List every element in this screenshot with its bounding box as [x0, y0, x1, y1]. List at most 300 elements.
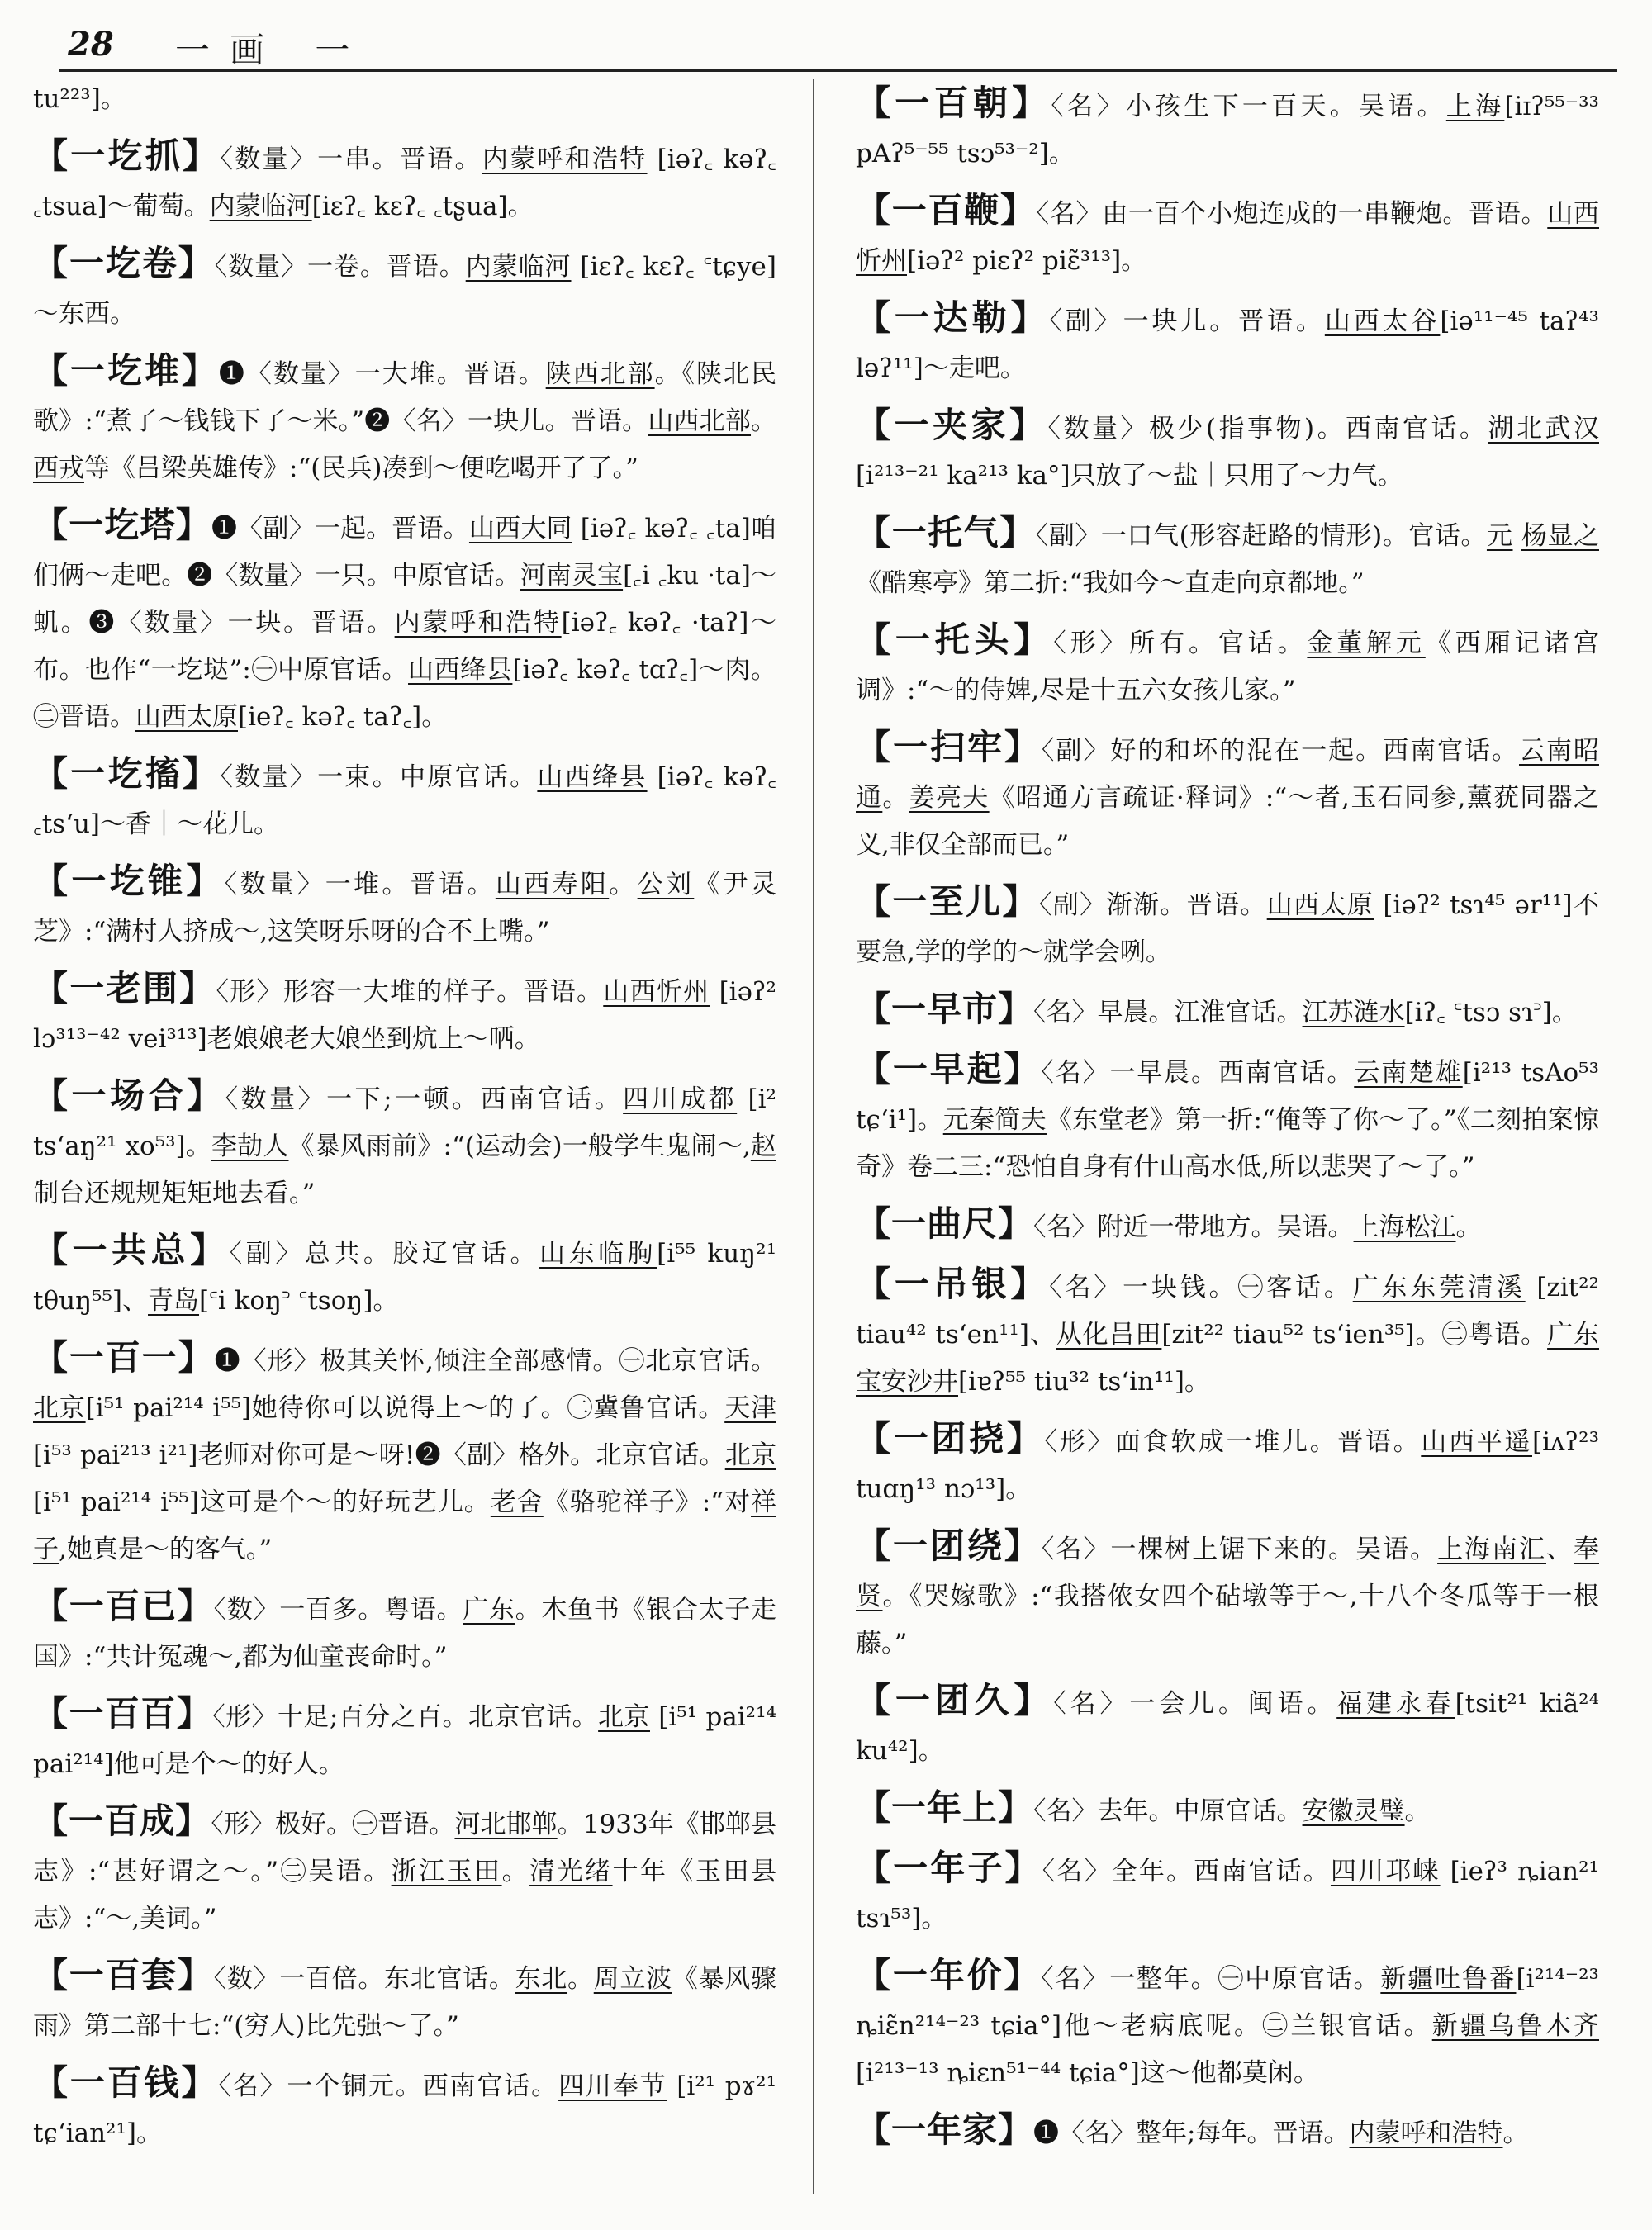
- column-divider: [813, 79, 814, 2194]
- headword-text: 一夹家: [894, 405, 1009, 445]
- underlined-place-or-name: 内蒙呼和浩特: [482, 145, 648, 174]
- entry-text: 〈形〉所有。官话。: [1053, 629, 1308, 658]
- entry-text: [꜂i koŋ꜄ ꜂tsoŋ]。: [199, 1286, 399, 1316]
- underlined-place-or-name: 山西太原: [1266, 890, 1374, 920]
- headword-open-bracket: 【: [856, 83, 895, 123]
- underlined-place-or-name: 四川成都: [623, 1084, 738, 1114]
- headword-close-bracket: 】: [181, 350, 219, 391]
- entry-text: 。木鱼书《银合太子走国》:“共计冤魂～,都为仙童丧命时。”: [33, 1595, 776, 1672]
- headword-open-bracket: 【: [33, 1586, 69, 1626]
- underlined-place-or-name: 广东东莞清溪: [1352, 1273, 1526, 1302]
- headword-close-bracket: 】: [1010, 1264, 1050, 1304]
- entry-text: 〈副〉好的和坏的混在一起。西南官话。: [1041, 736, 1520, 766]
- headword-text: 一早市: [891, 989, 999, 1029]
- dictionary-entry: [856, 79, 1599, 178]
- entry-headword: [856, 405, 1047, 445]
- entry-headword: [33, 135, 220, 176]
- entry-text: 〈副〉一块儿。晋语。: [1049, 306, 1325, 336]
- entry-headword: [33, 350, 219, 391]
- entry-headword: [33, 968, 216, 1008]
- entry-headword: [33, 753, 220, 794]
- underlined-place-or-name: 山东临朐: [539, 1239, 657, 1269]
- entry-text: 《西厢记诸宫调》:“～的侍婢,尽是十五六女孩儿家。”: [856, 629, 1599, 705]
- headword-close-bracket: 】: [186, 861, 225, 901]
- entry-headword: [856, 989, 1033, 1029]
- headword-text: 一百朝: [895, 83, 1013, 123]
- entry-continuation: [33, 79, 776, 123]
- entry-text: [iəʔ꜀ kəʔ꜀ tɑʔ꜀]～肉。㊁晋语。: [33, 655, 776, 732]
- entry-text: ❶〈副〉一起。晋语。: [211, 514, 469, 543]
- page-header: [59, 20, 1617, 72]
- dictionary-entry: [33, 240, 776, 338]
- headword-open-bracket: 【: [856, 190, 892, 230]
- headword-close-bracket: 】: [183, 753, 221, 794]
- dictionary-entry: [33, 1690, 776, 1788]
- headword-text: 一百成: [69, 1801, 176, 1841]
- headword-open-bracket: 【: [33, 1337, 69, 1378]
- entry-headword: [856, 1203, 1033, 1244]
- entry-headword: [856, 512, 1036, 553]
- entry-text: 。: [1404, 1796, 1431, 1826]
- underlined-place-or-name: 北京: [598, 1702, 650, 1732]
- entry-text: 〈形〉面食软成一堆儿。晋语。: [1044, 1427, 1422, 1457]
- underlined-place-or-name: 北京: [724, 1440, 776, 1470]
- entry-text: 《暴风骤雨》第二部十七:“(穷人)比先强～了。”: [33, 1964, 776, 2041]
- right-column: [856, 79, 1599, 2210]
- headword-text: 一百鞭: [891, 190, 1000, 230]
- headword-close-bracket: 】: [178, 243, 215, 283]
- entry-text: ,她真是～的客气。”: [59, 1535, 273, 1564]
- underlined-place-or-name: 内蒙临河: [209, 192, 312, 221]
- underlined-place-or-name: 杨显之: [1521, 521, 1599, 551]
- entry-text: [i⁵¹ pai²¹⁴ i⁵⁵]她待你可以说得上～的了。㊁冀鲁官话。: [85, 1393, 725, 1423]
- underlined-place-or-name: 金董解元: [1307, 629, 1426, 658]
- dictionary-entry: [33, 1072, 776, 1217]
- headword-close-bracket: 】: [176, 1693, 213, 1734]
- entry-headword: [33, 2062, 218, 2103]
- entry-text: [ieʔ³ ȵian²¹ tsɿ⁵³]。: [856, 1857, 1599, 1933]
- running-title: 一画 一: [175, 30, 370, 70]
- entry-headword: [33, 1230, 230, 1270]
- entry-text: [iɛʔ꜀ kɛʔ꜀ ꜂tɕye]～东西。: [33, 252, 776, 329]
- entry-text: 。《哭嫁歌》:“我搭侬女四个砧墩等于～,十八个冬瓜等于一根藤。”: [856, 1582, 1599, 1658]
- headword-open-bracket: 【: [33, 1693, 69, 1734]
- dictionary-entry: [856, 1415, 1599, 1513]
- entry-text: 。: [751, 406, 776, 436]
- entry-text: [iə¹¹⁻⁴⁵ taʔ⁴³ ləʔ¹¹]～走吧。: [856, 306, 1599, 383]
- entry-headword: [856, 1680, 1053, 1720]
- underlined-place-or-name: 西戎: [33, 453, 84, 483]
- entry-headword: [856, 1787, 1033, 1828]
- entry-text: [i²¹ pɤ²¹ tɕʻian²¹]。: [33, 2071, 776, 2148]
- underlined-place-or-name: 元: [1486, 521, 1513, 551]
- headword-text: 一扫牢: [892, 727, 1004, 767]
- headword-close-bracket: 】: [999, 512, 1036, 553]
- underlined-place-or-name: 河北邯郸: [454, 1810, 558, 1839]
- headword-open-bracket: 【: [856, 1525, 893, 1566]
- underlined-place-or-name: 云南楚雄: [1354, 1058, 1463, 1088]
- entry-text: [iəʔ² tsɿ⁴⁵ ər¹¹]不要急,学的学的～就学会咧。: [856, 890, 1599, 967]
- headword-text: 一早起: [892, 1049, 1004, 1089]
- headword-text: 一圪锥: [71, 861, 187, 901]
- headword-open-bracket: 【: [33, 1955, 69, 1995]
- headword-text: 一圪卷: [69, 243, 178, 283]
- headword-text: 一团挠: [893, 1418, 1007, 1459]
- entry-text: 制台还规规矩矩地去看。”: [33, 1179, 316, 1208]
- entry-text: [zit²² tiau⁵² tsʻien³⁵]。㊁粤语。: [1161, 1320, 1548, 1350]
- headword-close-bracket: 】: [1004, 1525, 1042, 1566]
- dictionary-entry: [856, 1260, 1599, 1406]
- headword-open-bracket: 【: [856, 1049, 893, 1089]
- headword-close-bracket: 】: [1009, 405, 1048, 445]
- underlined-place-or-name: 祥子: [33, 1487, 776, 1564]
- headword-open-bracket: 【: [856, 1680, 895, 1720]
- entry-text: 。1933年《邯郸县志》:“甚好谓之～。”㊁吴语。: [33, 1810, 776, 1886]
- entry-text: 〈形〉极好。㊀晋语。: [211, 1810, 455, 1839]
- headword-open-bracket: 【: [856, 989, 892, 1029]
- headword-text: 一团久: [895, 1680, 1014, 1720]
- entry-text: 〈名〉一整年。㊀中原官话。: [1041, 1964, 1381, 1994]
- headword-open-bracket: 【: [33, 861, 72, 901]
- headword-close-bracket: 】: [1006, 1418, 1045, 1459]
- dictionary-entry: [856, 401, 1599, 500]
- entry-text: 〈副〉总共。胶辽官话。: [229, 1239, 540, 1269]
- headword-close-bracket: 】: [998, 1203, 1034, 1244]
- underlined-place-or-name: 四川奉节: [558, 2071, 667, 2101]
- underlined-place-or-name: 周立波: [593, 1964, 672, 1994]
- headword-text: 一年价: [892, 1955, 1004, 1995]
- headword-text: 一百已: [69, 1586, 178, 1626]
- dictionary-entry: [33, 750, 776, 848]
- dictionary-entry: [856, 187, 1599, 285]
- entry-text: [i⁵¹ pai²¹⁴ pai²¹⁴]他可是个～的好人。: [33, 1702, 776, 1779]
- underlined-place-or-name: 山西北部: [648, 406, 752, 436]
- underlined-place-or-name: 江苏涟水: [1302, 998, 1405, 1027]
- underlined-place-or-name: 李劼人: [211, 1132, 289, 1161]
- headword-open-bracket: 【: [856, 727, 893, 767]
- underlined-place-or-name: 北京: [33, 1393, 86, 1423]
- entry-text: 十年《玉田县志》:“～,美词。”: [33, 1857, 776, 1933]
- headword-close-bracket: 】: [177, 1586, 214, 1626]
- entry-text: tu²²³]。: [33, 84, 126, 114]
- headword-close-bracket: 】: [181, 2062, 219, 2103]
- entry-text: 〈数量〉一下;一顿。西南官话。: [225, 1084, 624, 1114]
- entry-text: 《尹灵芝》:“满村人挤成～,这笑呀乐呀的合不上嘴。”: [33, 870, 776, 947]
- headword-close-bracket: 】: [998, 2109, 1034, 2150]
- entry-text: [1513, 521, 1521, 551]
- entry-text: 。: [1455, 1212, 1482, 1242]
- headword-text: 一圪堆: [69, 350, 182, 391]
- entry-headword: [33, 1693, 212, 1734]
- underlined-place-or-name: 山西绛县: [408, 655, 513, 685]
- entry-headword: [856, 1418, 1044, 1459]
- headword-close-bracket: 】: [1004, 1955, 1042, 1995]
- entry-text: 〈形〉十足;百分之百。北京官话。: [212, 1702, 599, 1732]
- headword-open-bracket: 【: [33, 350, 70, 391]
- headword-open-bracket: 【: [33, 1075, 72, 1116]
- headword-close-bracket: 】: [1014, 1680, 1054, 1720]
- headword-open-bracket: 【: [33, 135, 71, 176]
- underlined-place-or-name: 公刘: [637, 870, 695, 899]
- entry-headword: [856, 2109, 1033, 2150]
- entry-headword: [856, 1955, 1041, 1995]
- underlined-place-or-name: 内蒙临河: [465, 252, 572, 282]
- entry-text: [iəʔ꜀ kəʔ꜀ ·taʔ]～布。也作“一圪垯”:㊀中原官话。: [33, 608, 776, 685]
- entry-text: [iəʔ² lɔ³¹³⁻⁴² vei³¹³]老娘娘老大娘坐到炕上～哂。: [33, 977, 776, 1054]
- headword-open-bracket: 【: [33, 1801, 69, 1841]
- entry-text: 〈名〉一棵树上锯下来的。吴语。: [1041, 1535, 1438, 1564]
- headword-close-bracket: 】: [1002, 881, 1039, 922]
- entry-text: 《骆驼祥子》:“对: [543, 1487, 752, 1517]
- headword-close-bracket: 】: [183, 135, 221, 176]
- headword-close-bracket: 】: [178, 1337, 215, 1378]
- underlined-place-or-name: 姜亮夫: [909, 783, 990, 813]
- dictionary-entry: [33, 1334, 776, 1573]
- headword-open-bracket: 【: [856, 297, 895, 338]
- entry-text: 〈名〉附近一带地方。吴语。: [1033, 1212, 1354, 1242]
- entry-text: [i⁵⁵ kuŋ²¹ tθuŋ⁵⁵]、: [33, 1239, 776, 1316]
- headword-close-bracket: 】: [175, 505, 211, 545]
- dictionary-entry: [856, 1522, 1599, 1668]
- dictionary-entry: [856, 1046, 1599, 1191]
- entry-text: [iəʔ꜀ kəʔ꜀ ꜀ta]咱们俩～走吧。❷〈数量〉一只。中原官话。: [33, 514, 776, 591]
- headword-open-bracket: 【: [33, 243, 69, 283]
- entry-text: 〈名〉一早晨。西南官话。: [1041, 1058, 1355, 1088]
- dictionary-entry: [33, 1582, 776, 1681]
- headword-text: 一吊银: [894, 1264, 1011, 1304]
- headword-close-bracket: 】: [179, 968, 216, 1008]
- entry-text: 〈副〉渐渐。晋语。: [1038, 890, 1267, 920]
- underlined-place-or-name: 上海松江: [1353, 1212, 1456, 1242]
- underlined-place-or-name: 东北: [515, 1964, 568, 1994]
- underlined-place-or-name: 山西忻州: [603, 977, 710, 1007]
- entry-text: [i⁵¹ pai²¹⁴ i⁵⁵]这可是个～的好玩艺儿。: [33, 1487, 491, 1517]
- underlined-place-or-name: 老舍: [490, 1487, 544, 1517]
- headword-open-bracket: 【: [33, 753, 71, 794]
- entry-text: 〈名〉小孩生下一百天。吴语。: [1051, 92, 1446, 121]
- headword-open-bracket: 【: [856, 619, 895, 660]
- dictionary-entry: [33, 347, 776, 492]
- headword-open-bracket: 【: [856, 2109, 892, 2150]
- entry-text: [i²¹³⁻²¹ ka²¹³ ka°]只放了～盐｜只用了～力气。: [856, 461, 1403, 491]
- underlined-place-or-name: 安徽灵璧: [1302, 1796, 1405, 1826]
- entry-headword: [33, 1075, 225, 1116]
- entry-headword: [33, 861, 225, 901]
- entry-text: 〈名〉去年。中原官话。: [1033, 1796, 1303, 1826]
- entry-text: [iəʔ² piɛʔ² piɛ̃³¹³]。: [907, 246, 1147, 276]
- entry-text: 〈副〉一口气(形容赶路的情形)。官话。: [1035, 521, 1487, 551]
- headword-close-bracket: 】: [177, 1955, 214, 1995]
- headword-close-bracket: 】: [190, 1230, 230, 1270]
- entry-headword: [856, 1049, 1041, 1089]
- entry-headword: [33, 1586, 214, 1626]
- dictionary-entry: [33, 965, 776, 1063]
- headword-close-bracket: 】: [999, 190, 1037, 230]
- entry-text: ❶〈形〉极其关怀,倾注全部感情。㊀北京官话。: [214, 1346, 776, 1376]
- headword-open-bracket: 【: [856, 1955, 893, 1995]
- entry-headword: [856, 1848, 1042, 1888]
- underlined-place-or-name: 奉贤: [856, 1535, 1599, 1611]
- dictionary-entry: [33, 132, 776, 230]
- headword-open-bracket: 【: [33, 968, 70, 1008]
- dictionary-entry: [33, 501, 776, 741]
- entry-headword: [33, 1337, 215, 1378]
- headword-open-bracket: 【: [856, 1418, 894, 1459]
- entry-text: 。: [501, 1857, 530, 1886]
- entry-text: 〈数〉一百倍。东北官话。: [213, 1964, 515, 1994]
- underlined-place-or-name: 云南昭通: [856, 736, 1599, 813]
- underlined-place-or-name: 赵: [750, 1132, 776, 1161]
- dictionary-entry: [33, 1797, 776, 1943]
- entry-text: [iʌʔ²³ tuɑŋ¹³ nɔ¹³]。: [856, 1427, 1599, 1504]
- underlined-place-or-name: 清光绪: [529, 1857, 613, 1886]
- underlined-place-or-name: 山西寿阳: [495, 870, 610, 899]
- dictionary-entry: [856, 1844, 1599, 1943]
- entry-headword: [33, 505, 211, 545]
- dictionary-entry: [33, 857, 776, 956]
- entry-text: 、: [1546, 1535, 1574, 1564]
- entry-text: 〈名〉一个铜元。西南官话。: [218, 2071, 559, 2101]
- entry-text: [i²¹⁴⁻²³ ȵiɛ̃n²¹⁴⁻²³ tɕia°]他～老病底呢。㊁兰银官话。: [856, 1964, 1599, 2041]
- headword-text: 一年子: [893, 1848, 1005, 1888]
- dictionary-entry: [856, 294, 1599, 392]
- dictionary-entry: [856, 878, 1599, 976]
- entry-text: [iəʔ꜀ kəʔ꜀ ꜀tsʻu]～香｜～花儿。: [33, 762, 776, 839]
- underlined-place-or-name: 山西太原: [135, 702, 238, 732]
- entry-text: 《暴风雨前》:“(运动会)一般学生鬼闹～,: [288, 1132, 751, 1161]
- headword-text: 一年上: [891, 1787, 999, 1828]
- dictionary-entry: [856, 1200, 1599, 1251]
- entry-text: 〈名〉一会儿。闽语。: [1053, 1689, 1337, 1719]
- headword-open-bracket: 【: [856, 1787, 892, 1828]
- underlined-place-or-name: 山西大同: [468, 514, 572, 543]
- headword-text: 一至儿: [892, 881, 1003, 922]
- entry-headword: [856, 190, 1037, 230]
- headword-open-bracket: 【: [856, 512, 892, 553]
- headword-text: 一年家: [891, 2109, 999, 2150]
- entry-text: 〈名〉全年。西南官话。: [1042, 1857, 1331, 1886]
- underlined-place-or-name: 山西忻州: [856, 199, 1599, 276]
- left-column: [33, 79, 776, 2210]
- entry-text: 〈名〉早晨。江淮官话。: [1033, 998, 1303, 1027]
- entry-text: 《东堂老》第一折:“俺等了你～了。”《二刻拍案惊奇》卷二三:“恐怕自身有什山高水低,所以悲哭了～了。”: [856, 1105, 1599, 1182]
- headword-text: 一圪塔: [69, 505, 176, 545]
- entry-headword: [856, 1525, 1042, 1566]
- entry-text: 等《吕梁英雄传》:“(民兵)凑到～便吃喝开了了。”: [84, 453, 638, 483]
- entry-text: 。: [1502, 2118, 1529, 2148]
- entry-headword: [856, 727, 1042, 767]
- entry-text: [iəʔ꜀ kəʔ꜀ ꜀tsua]～葡萄。: [33, 145, 776, 221]
- headword-text: 一托头: [895, 619, 1014, 660]
- entry-text: [ieʔ꜀ kəʔ꜀ taʔ꜀]。: [238, 702, 448, 732]
- headword-text: 一圪抓: [70, 135, 183, 176]
- entry-text: [iɛʔ꜀ kɛʔ꜀ ꜀tʂua]。: [311, 192, 534, 221]
- entry-headword: [33, 243, 215, 283]
- headword-close-bracket: 】: [1004, 1848, 1042, 1888]
- entry-text: [iɐʔ⁵⁵ tiu³² tsʻin¹¹]。: [958, 1367, 1210, 1397]
- headword-open-bracket: 【: [856, 405, 895, 445]
- entry-text: [iɪʔ⁵⁵⁻³³ pAʔ⁵⁻⁵⁵ tsɔ⁵³⁻²]。: [856, 92, 1599, 168]
- headword-open-bracket: 【: [856, 1848, 894, 1888]
- underlined-place-or-name: 浙江玉田: [391, 1857, 502, 1886]
- entry-text: [tsit²¹ kiã²⁴ ku⁴²]。: [856, 1689, 1599, 1766]
- entry-text: 〈数量〉一束。中原官话。: [220, 762, 538, 792]
- entry-text: 。: [609, 870, 638, 899]
- headword-text: 一百一: [69, 1337, 178, 1378]
- entry-text: [i⁵³ pai²¹³ i²¹]老师对你可是～呀!❷〈副〉格外。北京官话。: [33, 1440, 725, 1470]
- entry-text: 〈形〉形容一大堆的样子。晋语。: [216, 977, 604, 1007]
- headword-close-bracket: 】: [175, 1801, 211, 1841]
- entry-text: 《昭通方言疏证·释词》:“～者,玉石同参,薰莸同器之义,非仅全部而已。”: [856, 783, 1599, 860]
- headword-open-bracket: 【: [856, 1264, 895, 1304]
- headword-text: 一场合: [71, 1075, 188, 1116]
- headword-close-bracket: 】: [998, 989, 1034, 1029]
- underlined-place-or-name: 广东: [463, 1595, 515, 1625]
- headword-close-bracket: 】: [187, 1075, 225, 1116]
- underlined-place-or-name: 上海: [1446, 92, 1505, 121]
- dictionary-entry: [856, 985, 1599, 1037]
- entry-headword: [33, 1955, 214, 1995]
- headword-text: 一团绕: [892, 1525, 1004, 1566]
- headword-open-bracket: 【: [33, 1230, 73, 1270]
- underlined-place-or-name: 内蒙呼和浩特: [394, 608, 562, 638]
- dictionary-entry: [856, 509, 1599, 607]
- underlined-place-or-name: 福建永春: [1336, 1689, 1455, 1719]
- entry-text: [zit²² tiau⁴² tsʻen¹¹]、: [856, 1273, 1599, 1350]
- entry-text: 〈数量〉一卷。晋语。: [214, 252, 466, 282]
- entry-text: ❶〈名〉整年;每年。晋语。: [1033, 2118, 1350, 2148]
- dictionary-entry: [33, 1952, 776, 2050]
- headword-text: 一达勒: [894, 297, 1011, 338]
- underlined-place-or-name: 山西太谷: [1324, 306, 1441, 336]
- headword-open-bracket: 【: [33, 2062, 70, 2103]
- headword-open-bracket: 【: [856, 881, 893, 922]
- underlined-place-or-name: 上海南汇: [1437, 1535, 1546, 1564]
- entry-text: 。: [567, 1964, 594, 1994]
- underlined-place-or-name: 新疆乌鲁木齐: [1431, 2011, 1599, 2041]
- underlined-place-or-name: 山西绛县: [537, 762, 648, 792]
- headword-text: 一曲尺: [891, 1203, 999, 1244]
- headword-close-bracket: 】: [1014, 619, 1054, 660]
- headword-text: 一百百: [69, 1693, 177, 1734]
- underlined-place-or-name: 四川邛崃: [1330, 1857, 1441, 1886]
- dictionary-entry: [856, 616, 1599, 714]
- headword-open-bracket: 【: [856, 1203, 892, 1244]
- underlined-place-or-name: 河南灵宝: [520, 561, 624, 591]
- dictionary-entry: [856, 2106, 1599, 2157]
- headword-close-bracket: 】: [1004, 1049, 1042, 1089]
- headword-text: 一托气: [891, 512, 1000, 553]
- headword-text: 一共总: [72, 1230, 191, 1270]
- headword-close-bracket: 】: [1010, 297, 1050, 338]
- entry-text: 。: [882, 783, 909, 813]
- headword-text: 一圪搐: [70, 753, 183, 794]
- entry-text: 〈名〉一块钱。㊀客话。: [1049, 1273, 1353, 1302]
- underlined-place-or-name: 天津: [724, 1393, 776, 1423]
- underlined-place-or-name: 元秦简夫: [942, 1105, 1047, 1135]
- headword-close-bracket: 】: [1004, 727, 1042, 767]
- underlined-place-or-name: 内蒙呼和浩特: [1349, 2118, 1503, 2148]
- headword-open-bracket: 【: [33, 505, 69, 545]
- page-number: 28: [68, 25, 114, 64]
- entry-headword: [856, 881, 1039, 922]
- dictionary-entry: [33, 1226, 776, 1325]
- entry-text: 〈数〉一百多。粤语。: [213, 1595, 463, 1625]
- dictionary-entry: [856, 1677, 1599, 1775]
- underlined-place-or-name: 广东宝安沙井: [856, 1320, 1599, 1397]
- entry-text: [iʔ꜀ ꜂tsɔ sɿ꜄]。: [1404, 998, 1578, 1027]
- entry-text: 〈名〉由一百个小炮连成的一串鞭炮。晋语。: [1036, 199, 1548, 229]
